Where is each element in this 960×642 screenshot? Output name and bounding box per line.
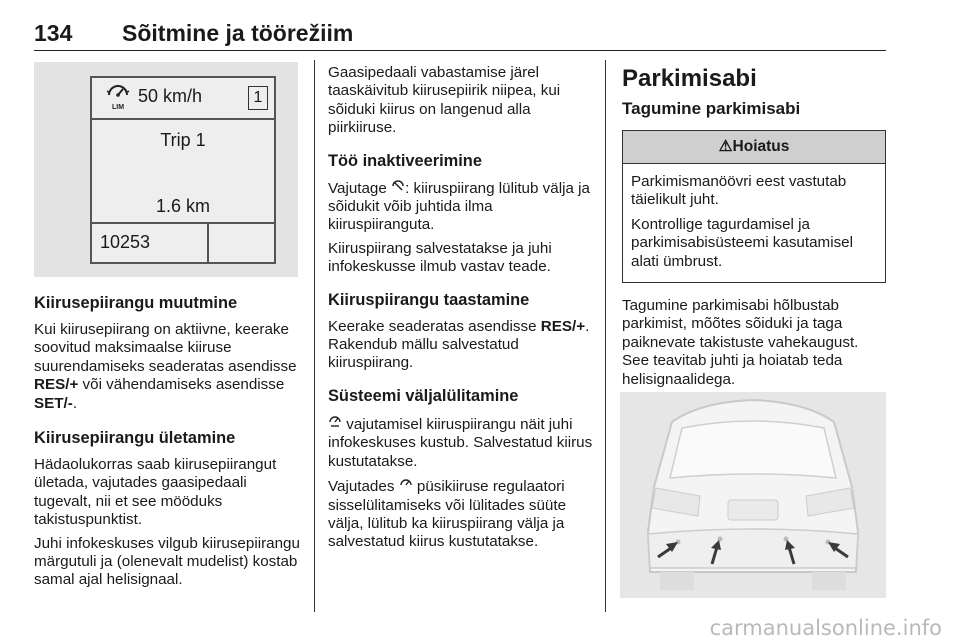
warning-text-1: Parkimismanöövri eest vastutab täielikult juht. xyxy=(631,173,847,209)
heading-restore: Kiiruspiirangu taastamine xyxy=(328,290,530,309)
cluster-screen xyxy=(90,76,276,264)
speed-limiter-button-icon xyxy=(328,414,342,433)
cluster-separator xyxy=(207,224,209,264)
column-divider-2 xyxy=(605,60,606,612)
heading-rear-parking-assist: Tagumine parkimisabi xyxy=(622,99,801,118)
heading-system-off: Süsteemi väljalülitamine xyxy=(328,386,519,405)
watermark: carmanualsonline.info xyxy=(709,616,942,640)
gear-indicator: 1 xyxy=(248,86,268,110)
paragraph-change-limit: Kui kiirusepiirang on aktiivne, keerake soovitud maksimaalse kiiruse suurendamiseks seaderatas asendisse RES/+ või vähendamiseks asendisse SET/-. xyxy=(34,321,297,412)
column-1 xyxy=(34,293,306,595)
heading-override-limit: Kiirusepiirangu ületamine xyxy=(34,429,236,448)
heading-parking-assist: Parkimisabi xyxy=(622,65,757,92)
car-rear-drawing xyxy=(620,392,886,598)
trip-distance: 1.6 km xyxy=(155,196,211,216)
warning-box xyxy=(622,130,886,283)
page-number: 134 xyxy=(34,20,73,46)
paragraph-system-off: vajutamisel kiiruspiirangu näit juhi infokeskuses kustub. Salvestatud kiirus kustutatakse. xyxy=(328,415,593,470)
column-divider-1 xyxy=(314,60,315,612)
warning-body xyxy=(623,164,885,282)
warning-header xyxy=(623,131,885,164)
page-header xyxy=(34,14,886,51)
warning-triangle-icon: ⚠ xyxy=(718,138,733,155)
paragraph-deactivate: Vajutage : kiiruspiirang lülitub välja ja sõidukit võib juhtida ilma kiiruspiiranguta. xyxy=(328,179,590,234)
cluster-bottom-row xyxy=(92,222,274,264)
paragraph-cruise-off: Vajutades püsikiiruse regulaatori sisselülitamiseks või lülitades süüte välja, lülitub ka kiiruspiirang välja ja salvestatud kiirus kustutatakse. xyxy=(328,478,567,551)
cluster-top-row xyxy=(92,78,274,120)
paragraph-stored: Kiiruspiirang salvestatakse ja juhi infokeskusse ilmub vastav teade. xyxy=(328,239,552,276)
paragraph-override: Hädaolukorras saab kiirusepiirangut ületada, vajutades gaasipedaali tugevalt, nii et see mööduks takistuspunktist. xyxy=(34,456,277,529)
cruise-control-icon xyxy=(399,476,413,495)
paragraph-restore: Keerake seaderatas asendisse RES/+. Rakendub mällu salvestatud kiiruspiirang. xyxy=(328,317,590,372)
car-rear-figure xyxy=(620,392,886,598)
paragraph-override-warning: Juhi infokeskuses vilgub kiirusepiirangu märgutuli ja (olenevalt mudelist) kostab samal ajal helisignaal. xyxy=(34,534,300,589)
limiter-icon-text: LIM xyxy=(111,104,125,111)
speed-limit-value: 50 km/h xyxy=(138,86,203,106)
paragraph-parking-assist: Tagumine parkimisabi hõlbustab parkimist, mõõtes sõiduki ja taga paiknevate takistuste vahekaugust. See teavitab juhti ja hoiatab teda helisignaalidega. xyxy=(622,297,859,388)
warning-title: Hoiatus xyxy=(732,138,790,155)
column-2 xyxy=(328,64,596,557)
heading-change-limit: Kiirusepiirangu muutmine xyxy=(34,294,238,312)
warning-text-2: Kontrollige tagurdamisel ja parkimisabisüsteemi kasutamisel alati ümbrust. xyxy=(631,215,853,270)
trip-label: Trip 1 xyxy=(160,130,206,150)
heading-deactivate: Töö inaktiveerimine xyxy=(328,151,482,170)
paragraph-resume: Gaasipedaali vabastamise järel taaskäivitub kiirusepiirik niipea, kui sõiduki kiirus on langenud alla piirkiiruse. xyxy=(328,64,561,137)
column-3 xyxy=(622,64,888,394)
odometer: 10253 xyxy=(100,232,151,252)
speed-limiter-icon xyxy=(104,82,132,112)
cluster-display-figure xyxy=(34,62,298,277)
cancel-button-icon xyxy=(391,179,405,197)
page-title: Sõitmine ja töörežiim xyxy=(122,20,354,46)
